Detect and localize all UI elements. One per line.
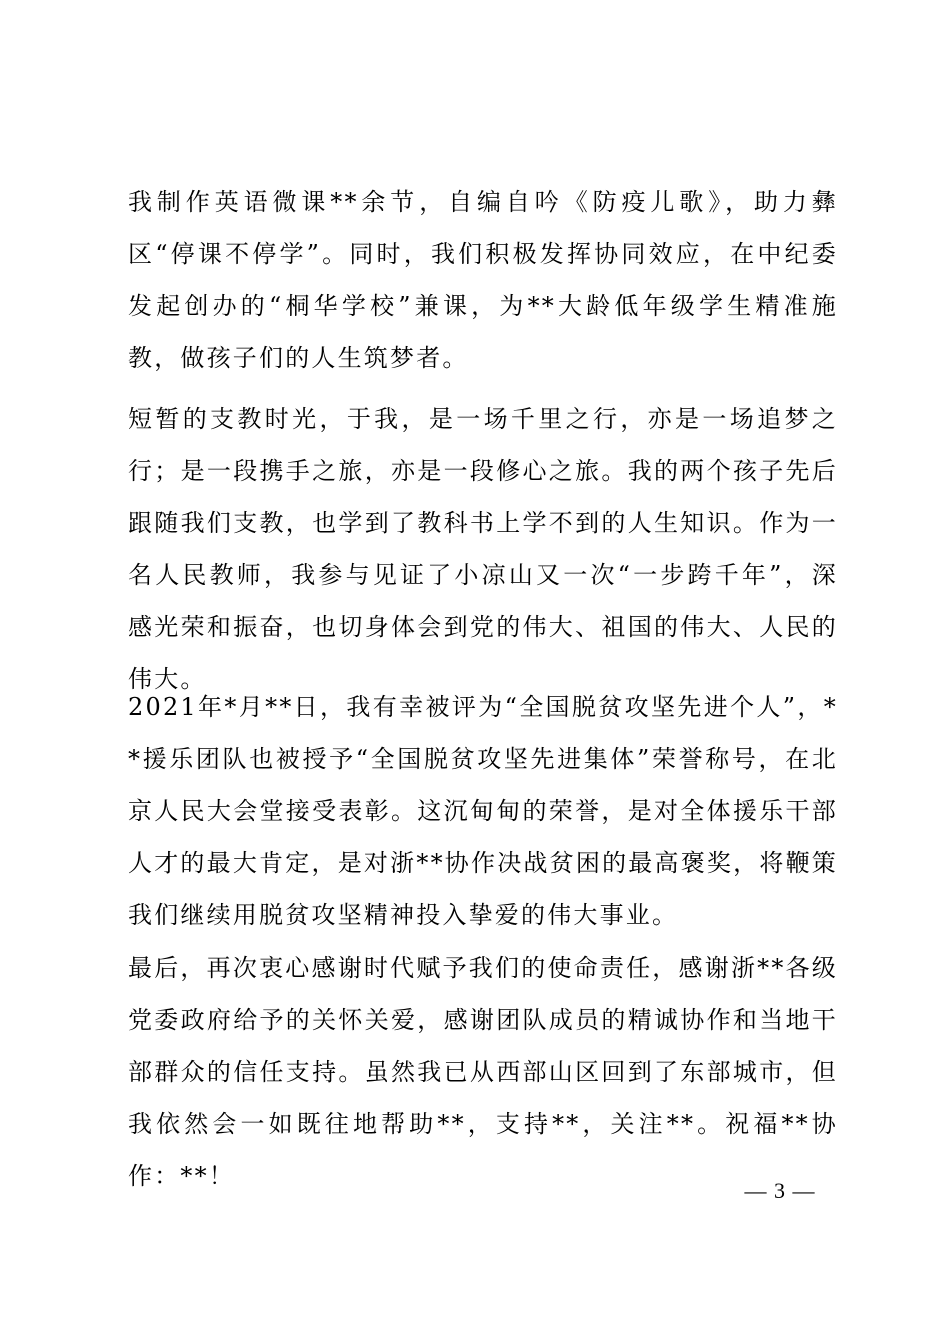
paragraph-2: 短暂的支教时光，于我，是一场千里之行，亦是一场追梦之行；是一段携手之旅，亦是一段修心之旅。我的两个孩子先后跟随我们支教，也学到了教科书上学不到的人生知识。作为一名人民教师，我参与见证了小凉山又一次“一步跨千年”，深感光荣和振奋，也切身体会到党的伟大、祖国的伟大、人民的伟大。 (128, 405, 838, 693)
paragraph-1: 我制作英语微课**余节，自编自吟《防疫儿歌》，助力彝区“停课不停学”。同时，我们积极发挥协同效应，在中纪委发起创办的“桐华学校”兼课，为**大龄低年级学生精准施教，做孩子们的人生筑梦者。 (128, 188, 838, 372)
page-number: — 3 — (744, 1178, 816, 1203)
paragraph-3: 2021年*月**日，我有幸被评为“全国脱贫攻坚先进个人”，**援乐团队也被授予“全国脱贫攻坚先进集体”荣誉称号，在北京人民大会堂接受表彰。这沉甸甸的荣誉，是对全体援乐干部人才的最大肯定，是对浙**协作决战贫困的最高褒奖，将鞭策我们继续用脱贫攻坚精神投入挚爱的伟大事业。 (128, 693, 838, 929)
paragraph-4: 最后，再次衷心感谢时代赋予我们的使命责任，感谢浙**各级党委政府给予的关怀关爱，感谢团队成员的精诚协作和当地干部群众的信任支持。虽然我已从西部山区回到了东部城市，但我依然会一如既往地帮助**，支持**，关注**。祝福**协作：**！ (128, 954, 838, 1190)
